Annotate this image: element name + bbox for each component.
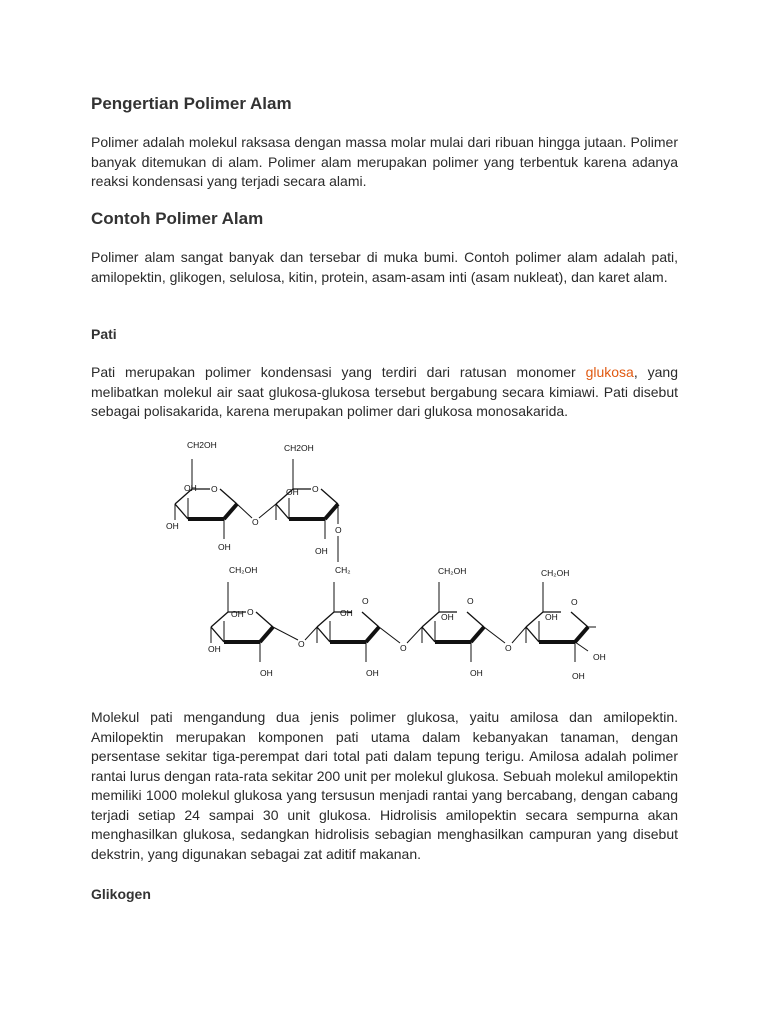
oh-label: OH <box>184 483 197 493</box>
ring-oxygen-label: O <box>211 484 218 494</box>
oh-label: OH <box>593 652 606 662</box>
pati-intro-text-after: , yang melibatkan molekul air saat glukosa-glukosa tersebut bergabung secara kimiawi. Pati disebut sebagai polisakarida, karena merupakan polimer dari glukosa monosakarida. <box>91 364 678 419</box>
heading-pati: Pati <box>91 326 117 342</box>
oh-label: OH <box>208 644 221 654</box>
ch2oh-label: CH₂OH <box>229 565 258 575</box>
oh-label: OH <box>286 487 299 497</box>
glycosidic-oxygen-label: O <box>400 643 407 653</box>
heading-contoh-polimer-alam: Contoh Polimer Alam <box>91 209 264 228</box>
glycosidic-oxygen-label: O <box>335 525 342 535</box>
oh-label: OH <box>260 668 273 678</box>
ring-oxygen-label: O <box>312 484 319 494</box>
ring-oxygen-label: O <box>362 596 369 606</box>
ch2-label: CH₂ <box>335 565 351 575</box>
glycosidic-oxygen-label: O <box>298 639 305 649</box>
glucose-ring-5 <box>422 566 484 678</box>
glukosa-link[interactable]: glukosa <box>585 364 634 380</box>
glucose-ring-1 <box>166 440 237 552</box>
ring-oxygen-label: O <box>247 607 254 617</box>
oh-label: OH <box>572 671 585 681</box>
ch2oh-label: CH₂OH <box>541 568 570 578</box>
ch2oh-label: CH2OH <box>187 440 217 450</box>
ring-oxygen-label: O <box>571 597 578 607</box>
glucose-ring-4 <box>317 565 379 678</box>
oh-label: OH <box>315 546 328 556</box>
oh-label: OH <box>340 608 353 618</box>
ch2oh-label: CH2OH <box>284 443 314 453</box>
paragraph-pati-body: Molekul pati mengandung dua jenis polimer glukosa, yaitu amilosa dan amilopektin. Amilopektin merupakan komponen pati utama dalam kebanyakan tanaman, dengan persentase sekitar tiga-perempat dari total pati dalam tepung terigu. Amilosa adalah polimer rantai lurus dengan rata-rata sekitar 200 unit per molekul glukosa. Sebuah molekul amilopektin memiliki 1000 molekul glukosa yang tersusun menjadi rantai yang bercabang, dengan cabang terjadi setiap 24 sampai 30 unit glukosa. Hidrolisis amilopektin secara sempurna akan menghasilkan glukosa, sedangkan hidrolisis sebagian menghasilkan campuran yang disebut dekstrin, yang digunakan sebagai zat aditif makanan. <box>91 709 678 862</box>
oh-label: OH <box>545 612 558 622</box>
paragraph-pengertian: Polimer adalah molekul raksasa dengan massa molar mulai dari ribuan hingga jutaan. Polimer banyak ditemukan di alam. Polimer alam merupakan polimer yang terbentuk karena adanya reaksi kondensasi yang terjadi secara alami. <box>91 134 678 189</box>
glycosidic-oxygen-label: O <box>252 517 259 527</box>
oh-label: OH <box>218 542 231 552</box>
oh-label: OH <box>441 612 454 622</box>
ring-oxygen-label: O <box>467 596 474 606</box>
heading-pengertian-polimer-alam: Pengertian Polimer Alam <box>91 94 292 113</box>
paragraph-contoh: Polimer alam sangat banyak dan tersebar di muka bumi. Contoh polimer alam adalah pati, amilopektin, glikogen, selulosa, kitin, protein, asam-asam inti (asam nukleat), dan karet alam. <box>91 249 678 285</box>
glycosidic-oxygen-label: O <box>505 643 512 653</box>
oh-label: OH <box>366 668 379 678</box>
oh-label: OH <box>231 609 244 619</box>
glucose-ring-3 <box>208 565 273 678</box>
oh-label: OH <box>470 668 483 678</box>
pati-intro-text-before: Pati merupakan polimer kondensasi yang terdiri dari ratusan monomer <box>91 364 586 380</box>
ch2oh-label: CH₂OH <box>438 566 467 576</box>
glucose-ring-6 <box>526 568 606 681</box>
oh-label: OH <box>166 521 179 531</box>
glucose-ring-2 <box>276 443 338 556</box>
heading-glikogen: Glikogen <box>91 886 151 902</box>
